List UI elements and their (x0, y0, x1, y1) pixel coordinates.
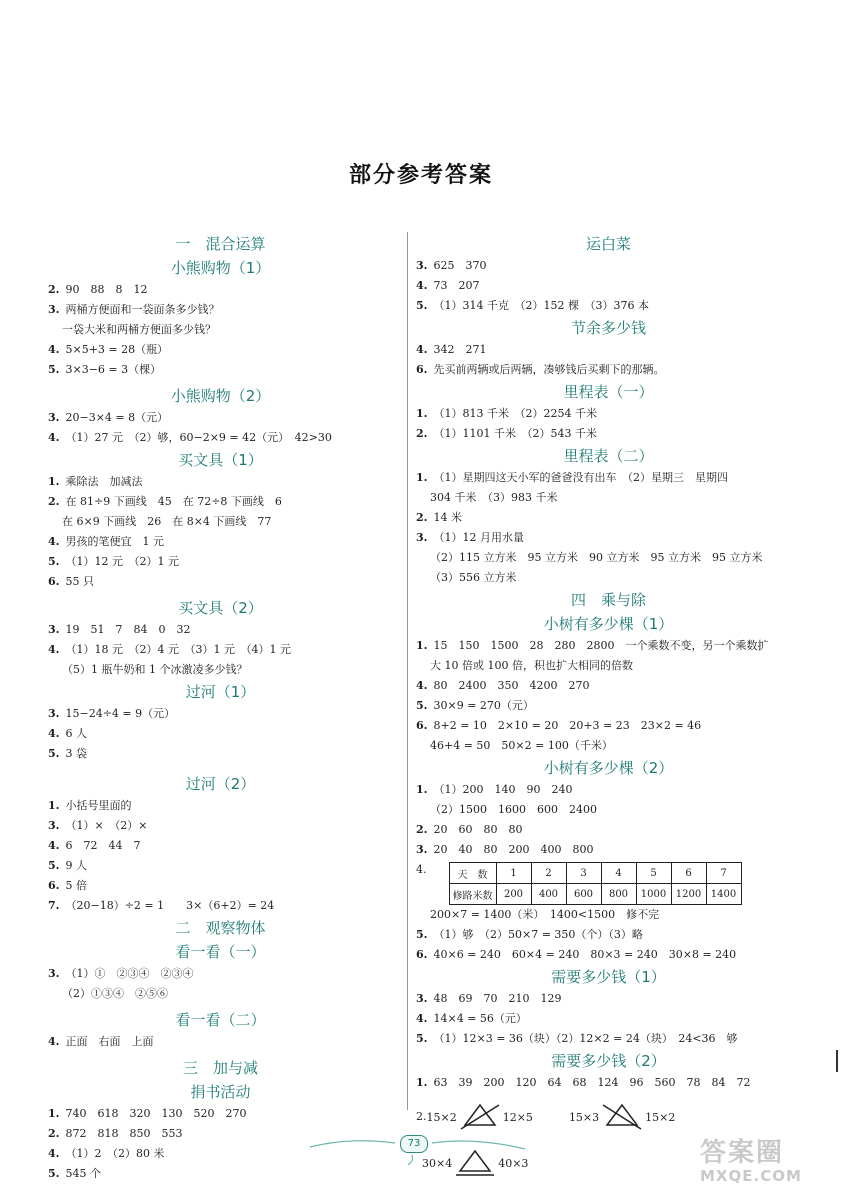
answer-line: 6. 先买前两辆或后两辆，凑够钱后买剩下的那辆。 (416, 363, 665, 376)
table-cell: 1200 (671, 884, 706, 905)
answer-line: （2）①③④ ②⑤⑥ (62, 987, 168, 1000)
section-heading: 看一看（一） (175, 943, 266, 961)
balance-left: 15×3 (568, 1110, 600, 1124)
section-heading: 小熊购物（2） (170, 387, 271, 405)
answer-line: 一袋大米和两桶方便面多少钱？ (62, 323, 216, 336)
table-cell: 1000 (636, 884, 671, 905)
answer-line: 3. （1）① ②③④ ②③④ (48, 967, 194, 980)
unit-heading: 二 观察物体 (175, 919, 266, 937)
balance-icon (601, 1101, 643, 1133)
section-heading: 小树有多少棵（2） (543, 759, 674, 777)
answer-line: 5. 3 袋 (48, 747, 87, 760)
answer-line: 200×7 = 1400（米） 1400<1500 修不完 (430, 908, 660, 921)
answer-line: 3. 两桶方便面和一袋面条多少钱？ (48, 303, 220, 316)
section-heading: 需要多少钱（1） (551, 968, 666, 986)
answer-line: 5. （1）12 元 （2）1 元 (48, 555, 179, 568)
table-cell: 2 (531, 863, 566, 884)
answer-line: 3. 15−24÷4 = 9（元） (48, 707, 176, 720)
section-heading: 捐书活动 (190, 1083, 251, 1101)
answer-line: 5. （1）12×3 = 36（块）（2）12×2 = 24（块） 24<36 够 (416, 1032, 738, 1045)
answer-line: 4. 男孩的笔便宜 1 元 (48, 535, 164, 548)
page-footer (300, 1125, 540, 1165)
answer-line: 6. 40×6 = 240 60×4 = 240 80×3 = 240 30×8 = 240 (416, 948, 737, 961)
answer-line: 6. 5 倍 (48, 879, 87, 892)
answer-line: 1. 740 618 320 130 520 270 (48, 1107, 247, 1120)
section-heading: 看一看（二） (175, 1011, 266, 1029)
answer-line: 3. （1）12 月用水量 (416, 531, 524, 544)
balance-right: 15×2 (645, 1110, 676, 1124)
answer-line: 大 10 倍或 100 倍，积也扩大相同的倍数 (430, 659, 633, 672)
answer-line: 6. 55 只 (48, 575, 94, 588)
table-cell: 800 (601, 884, 636, 905)
section-heading: 里程表（二） (563, 447, 654, 465)
balance-right: 40×3 (498, 1156, 529, 1170)
watermark-title: 答案圈 (700, 1138, 785, 1168)
answer-line: 5. （1）够 （2）50×7 = 350（个）（3）略 (416, 928, 643, 941)
answer-line: 2. 14 米 (416, 511, 462, 524)
answer-line: 1. 乘除法 加减法 (48, 475, 143, 488)
answer-line: 5. 545 个 (48, 1167, 101, 1180)
table-cell: 3 (566, 863, 601, 884)
answer-line: 2. 872 818 850 553 (48, 1127, 183, 1140)
answer-line: 3. 20−3×4 = 8（元） (48, 411, 169, 424)
table-row (449, 884, 741, 905)
answer-line: （3）556 立方米 (430, 571, 517, 584)
answer-line: 3. （1）× （2）× (48, 819, 148, 832)
table-answer: 4. 天 数 1 2 3 4 5 6 7 修路米数 200 400 600 800 1000 1200 1400 (416, 860, 801, 905)
answer-line: 1. 63 39 200 120 64 68 124 96 560 78 84 72 (416, 1076, 751, 1089)
answer-line: 4. 6 人 (48, 727, 87, 740)
answer-line: （2）1500 1600 600 2400 (430, 803, 597, 816)
answer-line: （2）115 立方米 95 立方米 90 立方米 95 立方米 95 立方米 (430, 551, 763, 564)
table-cell: 6 (671, 863, 706, 884)
answer-line: 4. 正面 右面 上面 (48, 1035, 154, 1048)
answer-line: 2. 20 60 80 80 (416, 823, 523, 836)
left-column (48, 232, 393, 1184)
balance-right: 12×5 (502, 1110, 533, 1124)
watermark-logo (700, 1132, 840, 1196)
balance-row: 2. 15×2 12×5 15×3 15×2 (416, 1099, 801, 1135)
balance-left: 30×4 (422, 1156, 453, 1170)
answer-line: 46+4 = 50 50×2 = 100（千米） (430, 739, 613, 752)
answer-line: 5. 30×9 = 270（元） (416, 699, 534, 712)
answer-line: 1. （1）200 140 90 240 (416, 783, 573, 796)
answer-line: 1. （1）813 千米 （2）2254 千米 (416, 407, 597, 420)
balance-left: 15×2 (426, 1110, 457, 1124)
answer-line: 5. 3×3−6 = 3（棵） (48, 363, 162, 376)
answer-line: 1. 15 150 1500 28 280 2800 一个乘数不变，另一个乘数扩 (416, 639, 769, 652)
table-cell: 400 (531, 884, 566, 905)
watermark-url: MXQE.COM (700, 1167, 802, 1185)
section-heading: 节余多少钱 (570, 319, 646, 337)
page-title: 部分参考答案 (348, 163, 493, 188)
section-heading: 小熊购物（1） (170, 259, 271, 277)
answer-line: 在 6×9 下画线 26 在 8×4 下画线 77 (62, 515, 272, 528)
answer-line: 4. （1）2 （2）80 米 (48, 1147, 165, 1160)
answer-line: 304 千米 （3）983 千米 (430, 491, 558, 504)
table-cell: 修路米数 (449, 884, 496, 905)
road-table (449, 862, 742, 905)
table-cell: 7 (706, 863, 741, 884)
section-heading: 里程表（一） (563, 383, 654, 401)
table-cell: 1 (496, 863, 531, 884)
right-column (416, 232, 801, 1181)
answer-line: （5）1 瓶牛奶和 1 个冰激凌多少钱？ (62, 663, 248, 676)
table-cell: 4 (601, 863, 636, 884)
margin-mark (836, 1050, 838, 1072)
answer-line: 1. 小括号里面的 (48, 799, 132, 812)
unit-heading: 三 加与减 (182, 1059, 258, 1077)
table-row (449, 863, 741, 884)
section-heading: 买文具（1） (178, 451, 263, 469)
answer-line: 1. （1）星期四这天小军的爸爸没有出车 （2）星期三 星期四 (416, 471, 728, 484)
answer-line: 7. （20−18）÷2 = 1 3×（6+2）= 24 (48, 899, 275, 912)
section-heading: 过河（1） (185, 683, 256, 701)
answer-line: 3. 48 69 70 210 129 (416, 992, 562, 1005)
answer-line: 2. 90 88 8 12 (48, 283, 148, 296)
unit-heading: 四 乘与除 (570, 591, 646, 609)
answer-line: 4. 5×5+3 = 28（瓶） (48, 343, 169, 356)
answer-line: 5. （1）314 千克 （2）152 棵 （3）376 本 (416, 299, 649, 312)
answer-line: 4. 6 72 44 7 (48, 839, 141, 852)
section-heading: 需要多少钱（2） (551, 1052, 666, 1070)
answer-line: 5. 9 人 (48, 859, 87, 872)
answer-line: 4. （1）27 元 （2）够，60−2×9 = 42（元） 42>30 (48, 431, 332, 444)
table-cell: 600 (566, 884, 601, 905)
section-heading: 运白菜 (585, 235, 631, 253)
answer-line: 3. 19 51 7 84 0 32 (48, 623, 191, 636)
answer-line: 2. 在 81÷9 下画线 45 在 72÷8 下画线 6 (48, 495, 282, 508)
answer-line: 3. 625 370 (416, 259, 487, 272)
answer-line: 4. 80 2400 350 4200 270 (416, 679, 590, 692)
section-heading: 买文具（2） (178, 599, 263, 617)
answer-line: 6. 8+2 = 10 2×10 = 20 20+3 = 23 23×2 = 46 (416, 719, 702, 732)
table-cell: 200 (496, 884, 531, 905)
table-cell: 天 数 (449, 863, 496, 884)
column-divider (407, 232, 408, 1110)
answer-line: 4. 14×4 = 56（元） (416, 1012, 527, 1025)
answer-line: 4. 342 271 (416, 343, 487, 356)
table-cell: 1400 (706, 884, 741, 905)
section-heading: 小树有多少棵（1） (543, 615, 674, 633)
unit-heading: 一 混合运算 (175, 235, 266, 253)
section-heading: 过河（2） (185, 775, 256, 793)
answer-line: 4. （1）18 元 （2）4 元 （3）1 元 （4）1 元 (48, 643, 291, 656)
table-cell: 5 (636, 863, 671, 884)
answer-line: 3. 20 40 80 200 400 800 (416, 843, 594, 856)
answer-line: 2. （1）1101 千米 （2）543 千米 (416, 427, 597, 440)
answer-line: 4. 73 207 (416, 279, 480, 292)
page-number: 73 (400, 1135, 428, 1153)
